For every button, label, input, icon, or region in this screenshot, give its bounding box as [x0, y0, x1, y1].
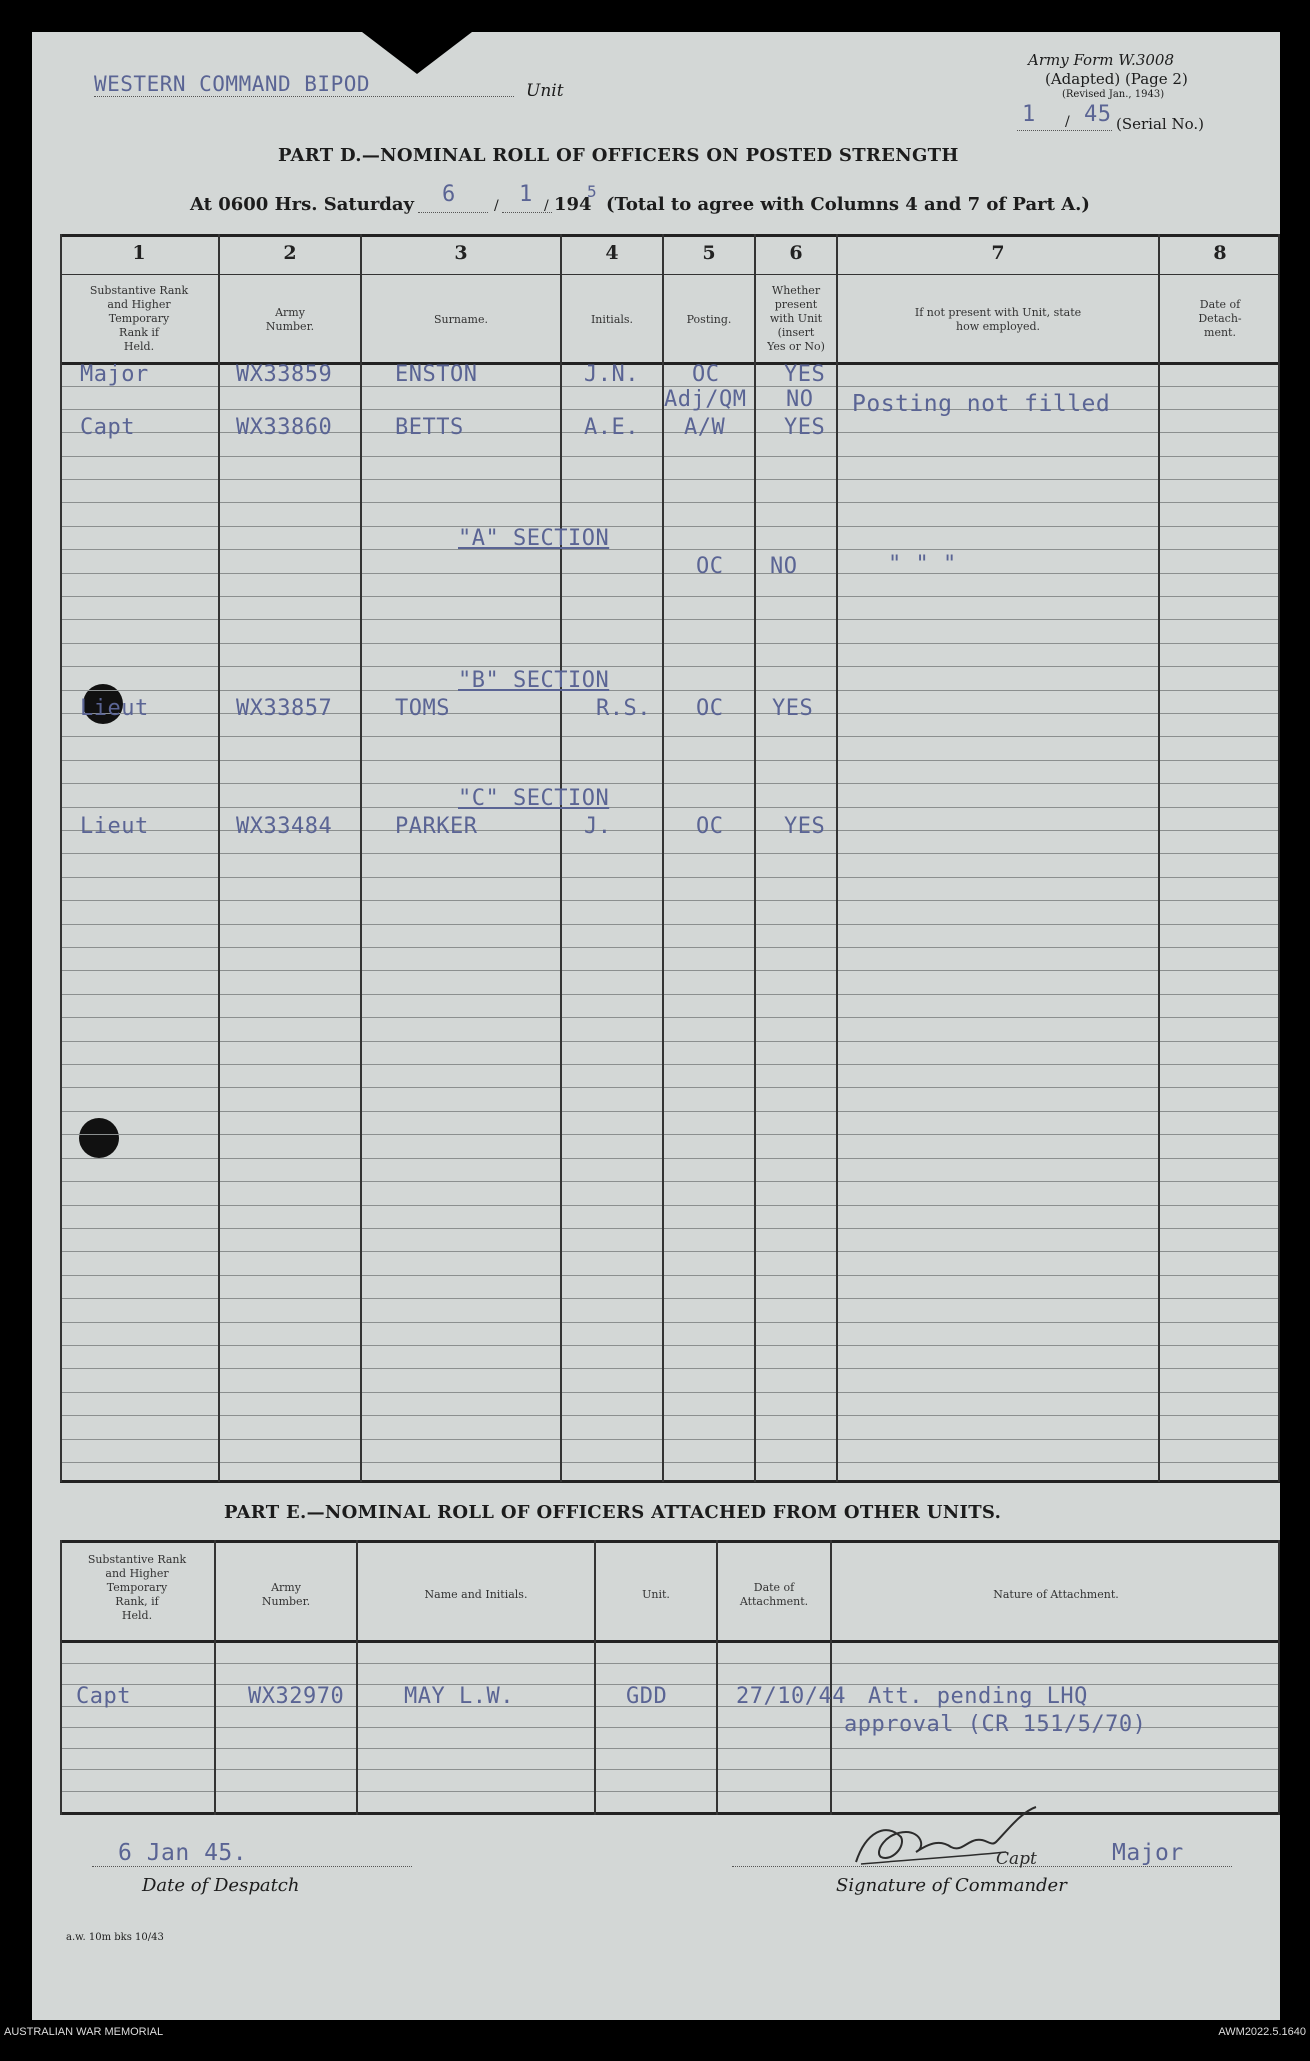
- initials-cell: A.E.: [584, 415, 639, 440]
- part-e-title: PART E.—NOMINAL ROLL OF OFFICERS ATTACHED FROM OTHER UNITS.: [224, 1502, 1002, 1523]
- ruled-line: [60, 666, 1280, 667]
- date-month: 1: [519, 182, 533, 207]
- ruled-line: [60, 1181, 1280, 1182]
- ruled-line: [60, 1322, 1280, 1323]
- col-header: Army Number.: [265, 306, 315, 333]
- ruled-line: [60, 479, 1280, 480]
- ruled-line: [60, 1684, 1280, 1685]
- column-divider: [1158, 234, 1160, 1482]
- col-header: Initials.: [590, 313, 634, 326]
- initials-cell: J.N.: [584, 362, 639, 387]
- part-d-title: PART D.—NOMINAL ROLL OF OFFICERS ON POSTED STRENGTH: [278, 145, 959, 166]
- ruled-line: [60, 1439, 1280, 1440]
- ruled-line: [60, 1415, 1280, 1416]
- ruled-line: [60, 736, 1280, 737]
- present-cell: YES: [784, 814, 826, 839]
- date-year-suffix: 5: [587, 182, 598, 201]
- col-number: 3: [454, 242, 468, 264]
- ruled-line: [60, 994, 1280, 995]
- col-header: Posting.: [686, 313, 732, 326]
- posting-cell: OC: [696, 554, 724, 579]
- ruled-line: [60, 549, 1280, 550]
- ruled-line: [60, 970, 1280, 971]
- present-cell: YES: [784, 415, 826, 440]
- col-header: Nature of Attachment.: [993, 1588, 1119, 1601]
- initials-cell: R.S.: [596, 696, 651, 721]
- form-adapted: (Adapted) (Page 2): [1045, 70, 1188, 88]
- serial-b: 45: [1084, 102, 1112, 127]
- ruled-line: [60, 947, 1280, 948]
- section-a-title: "A" SECTION: [458, 526, 610, 551]
- col-header: Date of Detach- ment.: [1198, 298, 1242, 339]
- col-number: 7: [991, 242, 1005, 264]
- col-header: Surname.: [434, 313, 488, 326]
- column-divider: [594, 1540, 596, 1815]
- ruled-line: [60, 1462, 1280, 1463]
- ruled-line: [60, 1298, 1280, 1299]
- date-day-line: [418, 212, 488, 213]
- col-number: 5: [702, 242, 716, 264]
- ruled-line: [60, 456, 1280, 457]
- ruled-line: [60, 1345, 1280, 1346]
- date-day: 6: [442, 182, 456, 207]
- ditto-marks: " " ": [888, 552, 957, 577]
- signature-scrawl: Capt: [996, 1849, 1037, 1869]
- ruled-line: [60, 1158, 1280, 1159]
- ruled-line: [60, 619, 1280, 620]
- ruled-line: [60, 690, 1280, 691]
- signature-label: Signature of Commander: [836, 1875, 1067, 1896]
- date-year-prefix: 194: [554, 194, 592, 215]
- print-code: a.w. 10m bks 10/43: [66, 1932, 164, 1943]
- commander-signature: [846, 1802, 1086, 1876]
- credit-left: AUSTRALIAN WAR MEMORIAL: [4, 2026, 164, 2038]
- date-cell: 27/10/44: [736, 1684, 846, 1709]
- ruled-line: [60, 1251, 1280, 1252]
- column-divider: [560, 234, 562, 1482]
- army-number-cell: WX33859: [236, 362, 333, 387]
- rank-cell: Capt: [80, 415, 135, 440]
- army-number-cell: WX33857: [236, 696, 333, 721]
- col-header: Substantive Rank and Higher Temporary Rank, if Held.: [87, 1553, 187, 1622]
- ruled-line: [60, 1275, 1280, 1276]
- credit-right: AWM2022.5.1640: [1218, 2026, 1306, 2038]
- surname-cell: BETTS: [395, 415, 464, 440]
- surname-cell: TOMS: [395, 696, 450, 721]
- present-cell: NO: [770, 554, 798, 579]
- col-header: Whether present with Unit (insert Yes or No): [767, 284, 825, 353]
- signature-line: [732, 1866, 1232, 1867]
- col-header: If not present with Unit, state how employed.: [914, 306, 1082, 333]
- serial-label: (Serial No.): [1116, 115, 1204, 133]
- name-cell: MAY L.W.: [404, 1684, 514, 1709]
- ruled-line: [60, 807, 1280, 808]
- col-number: 4: [605, 242, 619, 264]
- column-divider: [830, 1540, 832, 1815]
- ruled-line: [60, 596, 1280, 597]
- rank-cell: Lieut: [80, 814, 149, 839]
- rank-cell: Lieut: [80, 696, 149, 721]
- date-prefix: At 0600 Hrs. Saturday: [190, 194, 415, 215]
- ruled-line: [60, 1205, 1280, 1206]
- army-number-cell: WX33484: [236, 814, 333, 839]
- ruled-line: [60, 783, 1280, 784]
- signature-rank: Major: [1112, 1840, 1184, 1866]
- col-number: 6: [789, 242, 803, 264]
- col-number: 8: [1213, 242, 1227, 264]
- despatch-line: [92, 1866, 412, 1867]
- torn-corner: [362, 32, 472, 74]
- unit-cell: GDD: [626, 1684, 668, 1709]
- col-header: Name and Initials.: [424, 1588, 528, 1601]
- column-divider: [1278, 1540, 1280, 1815]
- ruled-line: [60, 1368, 1280, 1369]
- ruled-line: [60, 877, 1280, 878]
- date-suffix: (Total to agree with Columns 4 and 7 of Part A.): [606, 194, 1090, 215]
- posting-cell: OC: [696, 696, 724, 721]
- col-header: Army Number.: [261, 1581, 311, 1608]
- date-slash: /: [494, 198, 499, 214]
- ruled-line: [60, 924, 1280, 925]
- column-divider: [1278, 234, 1280, 1482]
- column-divider: [662, 234, 664, 1482]
- column-divider: [60, 234, 62, 1482]
- unit-label: Unit: [526, 81, 564, 101]
- surname-cell: ENSTON: [395, 362, 478, 387]
- col-header: Substantive Rank and Higher Temporary Rank if Held.: [89, 284, 189, 353]
- army-number-cell: WX33860: [236, 415, 333, 440]
- column-divider: [754, 234, 756, 1482]
- ruled-line: [60, 1064, 1280, 1065]
- serial-a: 1: [1022, 102, 1036, 127]
- ruled-line: [60, 1791, 1280, 1792]
- ruled-line: [60, 1041, 1280, 1042]
- column-divider: [360, 234, 362, 1482]
- col-number: 2: [283, 242, 297, 264]
- ruled-line: [60, 502, 1280, 503]
- posting-cell: A/W: [684, 415, 726, 440]
- despatch-date: 6 Jan 45.: [118, 1840, 248, 1866]
- date-slash: /: [544, 198, 549, 214]
- col-number: 1: [132, 242, 146, 264]
- section-c-title: "C" SECTION: [458, 786, 610, 811]
- ruled-line: [60, 1706, 1280, 1707]
- column-divider: [836, 234, 838, 1482]
- ruled-line: [60, 1111, 1280, 1112]
- posting-cell: OC: [696, 814, 724, 839]
- surname-cell: PARKER: [395, 814, 478, 839]
- column-divider: [356, 1540, 358, 1815]
- present-cell: NO: [786, 387, 814, 412]
- nature-cell: approval (CR 151/5/70): [844, 1712, 1147, 1737]
- present-cell: YES: [772, 696, 814, 721]
- ruled-line: [60, 1748, 1280, 1749]
- ruled-line: [60, 1663, 1280, 1664]
- employed-cell: Posting not filled: [852, 391, 1111, 417]
- ruled-line: [60, 1228, 1280, 1229]
- ruled-line: [60, 1134, 1280, 1135]
- ruled-line: [60, 1087, 1280, 1088]
- ruled-line: [60, 853, 1280, 854]
- document-page: [32, 32, 1280, 2020]
- nature-cell: Att. pending LHQ: [868, 1684, 1088, 1709]
- rank-cell: Capt: [76, 1684, 131, 1709]
- section-b-title: "B" SECTION: [458, 668, 610, 693]
- ruled-line: [60, 1017, 1280, 1018]
- posting-cell: Adj/QM: [664, 387, 747, 412]
- ruled-line: [60, 1392, 1280, 1393]
- form-title: Army Form W.3008: [1028, 51, 1174, 69]
- despatch-label: Date of Despatch: [142, 1875, 300, 1896]
- column-divider: [218, 234, 220, 1482]
- ruled-line: [60, 760, 1280, 761]
- army-number-cell: WX32970: [248, 1684, 345, 1709]
- ruled-line: [60, 1769, 1280, 1770]
- ruled-line: [60, 900, 1280, 901]
- initials-cell: J.: [584, 814, 612, 839]
- rank-cell: Major: [80, 362, 149, 387]
- present-cell: YES: [784, 362, 826, 387]
- col-header: Unit.: [642, 1588, 670, 1601]
- serial-slash: /: [1065, 114, 1070, 130]
- ruled-line: [60, 643, 1280, 644]
- col-header: Date of Attachment.: [739, 1581, 809, 1608]
- unit-value: WESTERN COMMAND BIPOD: [94, 72, 514, 97]
- ruled-line: [60, 573, 1280, 574]
- ruled-line: [60, 526, 1280, 527]
- posting-cell: OC: [692, 362, 720, 387]
- punch-hole: [79, 1118, 119, 1158]
- form-revised: (Revised Jan., 1943): [1062, 89, 1165, 100]
